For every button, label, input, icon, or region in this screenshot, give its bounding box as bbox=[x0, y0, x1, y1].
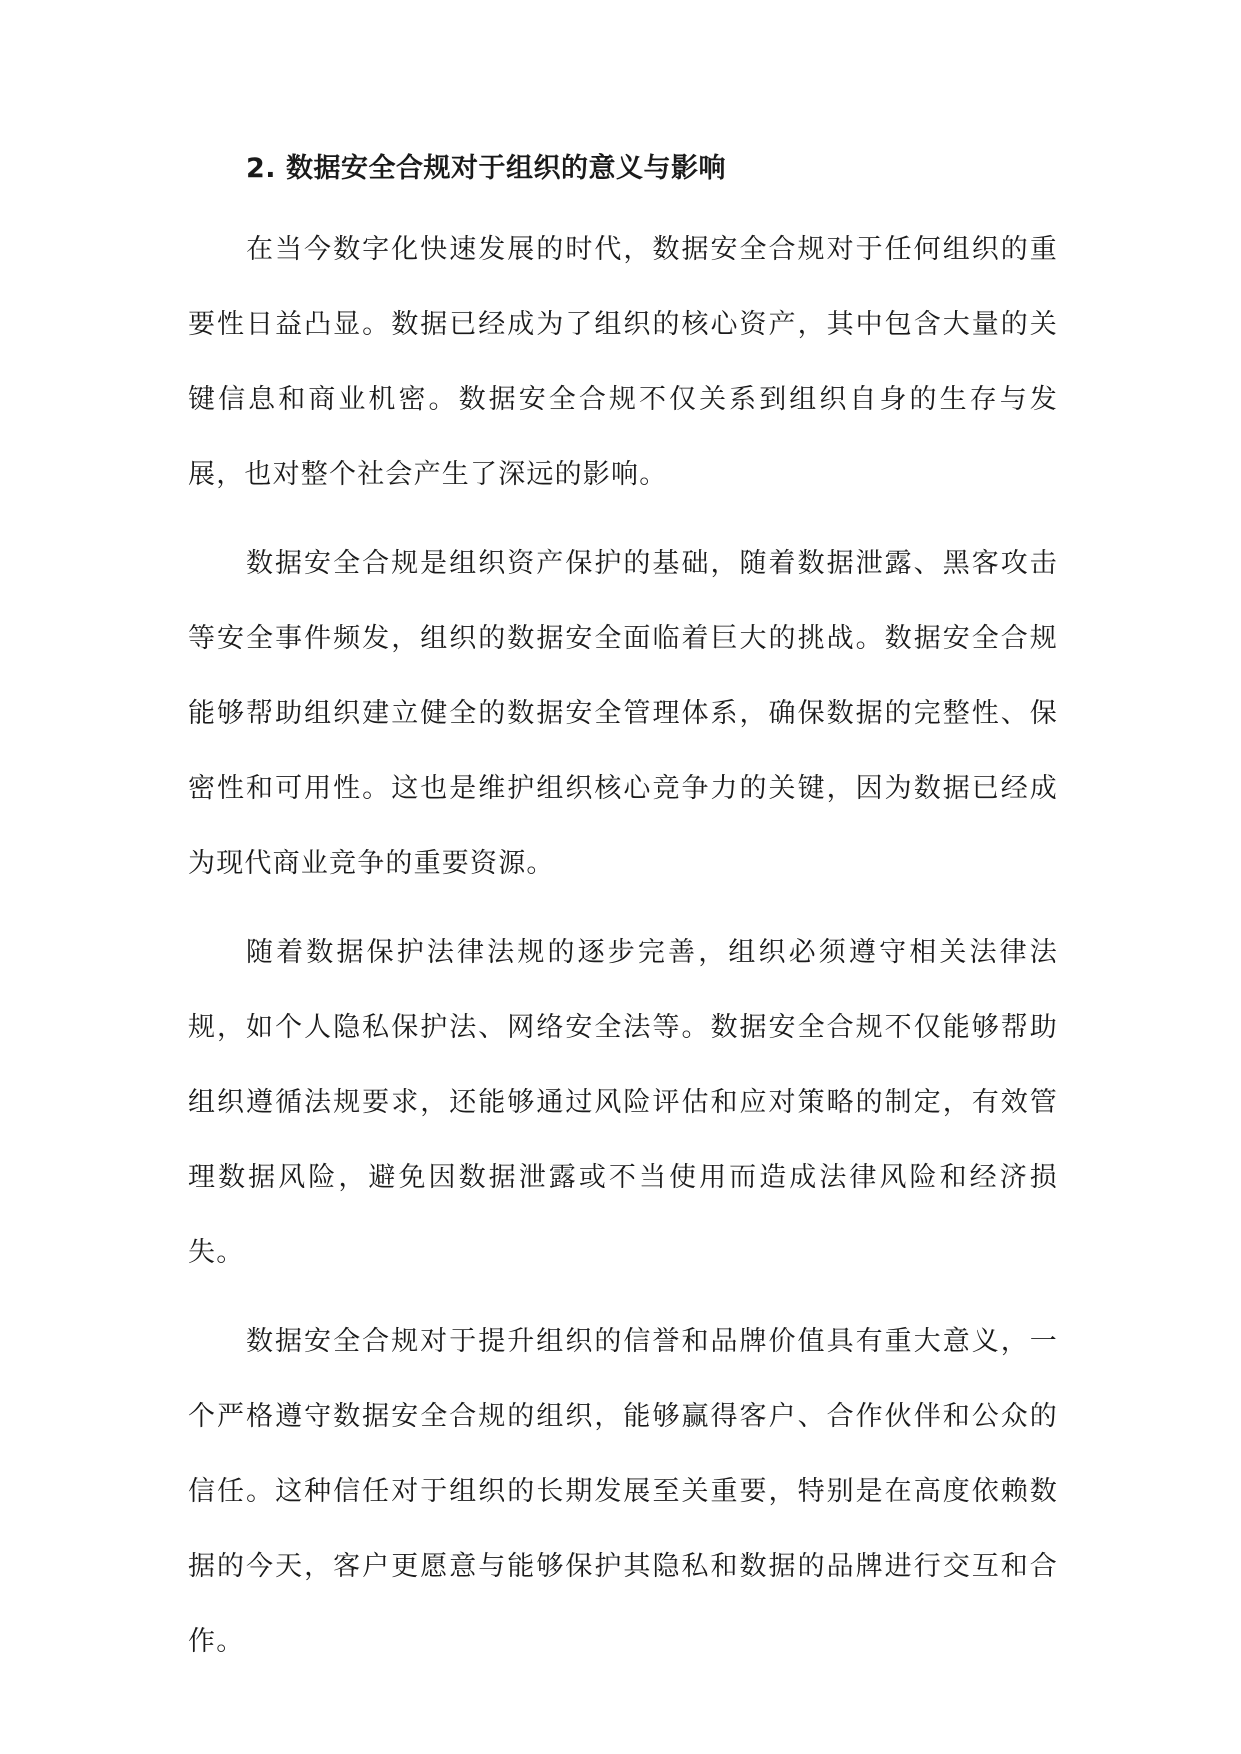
paragraph: 数据安全合规是组织资产保护的基础，随着数据泄露、黑客攻击等安全事件频发，组织的数据安全面临着巨大的挑战。数据安全合规能够帮助组织建立健全的数据安全管理体系，确保数据的完整性、保密性和可用性。这也是维护组织核心竞争力的关键，因为数据已经成为现代商业竞争的重要资源。 bbox=[188, 548, 1058, 879]
document-body bbox=[188, 140, 1058, 1679]
paragraph: 在当今数字化快速发展的时代，数据安全合规对于任何组织的重要性日益凸显。数据已经成为了组织的核心资产，其中包含大量的关键信息和商业机密。数据安全合规不仅关系到组织自身的生存与发展，也对整个社会产生了深远的影响。 bbox=[188, 234, 1058, 490]
paragraph: 随着数据保护法律法规的逐步完善，组织必须遵守相关法律法规，如个人隐私保护法、网络安全法等。数据安全合规不仅能够帮助组织遵循法规要求，还能够通过风险评估和应对策略的制定，有效管理数据风险，避免因数据泄露或不当使用而造成法律风险和经济损失。 bbox=[188, 937, 1058, 1268]
paragraph: 数据安全合规对于提升组织的信誉和品牌价值具有重大意义，一个严格遵守数据安全合规的组织，能够赢得客户、合作伙伴和公众的信任。这种信任对于组织的长期发展至关重要，特别是在高度依赖数据的今天，客户更愿意与能够保护其隐私和数据的品牌进行交互和合作。 bbox=[188, 1326, 1058, 1657]
section-heading: 2. 数据安全合规对于组织的意义与影响 bbox=[246, 153, 726, 184]
